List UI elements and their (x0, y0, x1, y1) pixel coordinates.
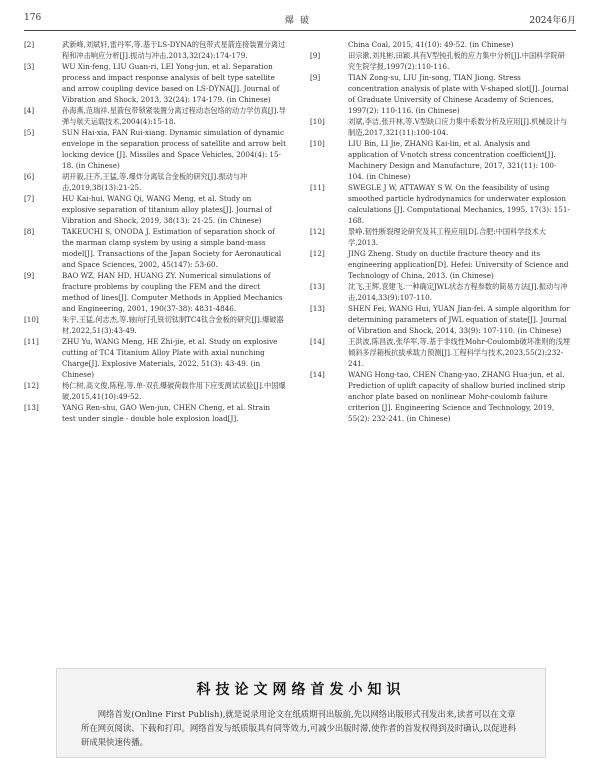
reference-number: [2] (24, 40, 35, 49)
reference-number: [9] (310, 73, 321, 82)
references-left-column (24, 39, 286, 424)
reference-text: ZHU Yu, WANG Meng, HE Zhi-jie, et al. Study on explosive cutting of TC4 Titanium Alloy Plate with axial nunching Charge[J]. Explosive Materials, 2022, 51(3): 43-49. (in Chinese) (62, 337, 278, 379)
reference-text: TIAN Zong-su, LIU Jin-song, TIAN Jiong. Stress concentration analysis of plate with V-shaped slot[J]. Journal of Graduate University of Chinese Academy of Sciences, 1997(2): 110-116. (in Chinese) (348, 73, 569, 115)
reference-item (24, 61, 286, 105)
reference-text: TAKEUCHI S, ONODA J. Estimation of separation shock of the marman clamp system by using a simple band-mass model[J]. Transactions of the Japan Society for Aeronautical and Space Sciences, 2002, 45(147): 53-60. (62, 227, 282, 269)
reference-number: [13] (24, 403, 39, 412)
reference-item (310, 369, 572, 424)
reference-number: [8] (24, 227, 35, 236)
reference-text: 王洪波,陈昌波,张华军,等.基于非线性Mohr-Coulomb破坏准则的浅埋倾斜多浮箱板抗拔承载力预测[J].工程科学与技术,2023,55(2):232-241. (348, 337, 570, 368)
reference-number: [9] (24, 271, 35, 280)
reference-item (24, 39, 286, 61)
page-number: 176 (24, 13, 42, 23)
reference-text: BAO WZ, HAN HD, HUANG ZY. Numerical simulations of fracture problems by coupling the FEM and the direct method of lines[J]. Computer Methods in Applied Mechanics and Engineering, 2001, 190(37-38): 4831-4846. (62, 271, 283, 313)
reference-item (24, 402, 286, 424)
notice-body: 网络首发(Online First Publish),就是说录用论文在纸质期刊出版前,先以网络出版形式刊发出来,读者可以在文章所在网页阅读、下载和打印。网络首发与纸质版具有同等效力,可减少出版时滞,使作者的首发权得到及时确认,以促进科研成果快速传播。 (81, 709, 517, 747)
reference-text: SHEN Fei, WANG Hui, YUAN Jian-fei. A simple algorithm for determining parameters of JWL equation of state[J]. Journal of Vibration and Shock, 2014, 33(9): 107-110. (in Chinese) (348, 304, 570, 335)
reference-number: [11] (24, 337, 39, 346)
reference-text: 朱宇,王猛,何志杰,等.轴向打孔铣切钛制TC4钛合金板的研究[J].爆破器材,2022,51(3):43-49. (62, 315, 284, 335)
reference-number: [9] (310, 51, 321, 60)
reference-item (310, 336, 572, 369)
reference-item (310, 248, 572, 281)
reference-item (24, 193, 286, 226)
reference-item (24, 380, 286, 402)
reference-item (310, 281, 572, 303)
reference-text: YANG Ren-shu, GAO Wen-jun, CHEN Cheng, et al. Strain test under single - double hole explosion load[J]. (62, 403, 271, 423)
reference-number: [5] (24, 128, 35, 137)
reference-item (24, 226, 286, 270)
reference-number: [14] (310, 337, 325, 346)
reference-item (310, 116, 572, 138)
reference-number: [10] (310, 139, 325, 148)
reference-text: 田宗漱,刘兆彬,田颖.具有V型钝孔板的应力集中分析[J].中国科学院研究生院学报,1997(2):110-116. (348, 51, 565, 71)
reference-number: [14] (310, 370, 325, 379)
reference-text: 景峥.韧性断裂理论研究及其工程应用[D].合肥:中国科学技术大学,2013. (348, 227, 547, 247)
reference-text: JING Zheng. Study on ductile fracture theory and its engineering application[D]. Hefei: University of Science and Technology of China, 2013. (in Chinese) (348, 249, 569, 280)
reference-number: [12] (310, 249, 325, 258)
issue-date: 2024年6月 (529, 16, 576, 26)
reference-number: [11] (310, 183, 325, 192)
page-header (24, 13, 576, 29)
reference-item (310, 72, 572, 116)
reference-item (24, 127, 286, 171)
reference-text: HU Kai-hui, WANG Qi, WANG Meng, et al. Study on explosive separation of titanium alloy plates[J]. Journal of Vibration and Shock, 2019, 38(13): 21-25. (in Chinese) (62, 194, 272, 225)
reference-text: 孙海燕,范瑞祥.星箭包带锁紧装置分离过程动态包络的动力学仿真[J].导弹与航天运载技术,2004(4):15-18. (62, 106, 286, 126)
reference-item (310, 303, 572, 336)
journal-title: 爆破 (284, 16, 315, 26)
reference-item (310, 138, 572, 182)
reference-text: 胡开毅,汪齐,王猛,等.爆炸分离钛合金板的研究[J].振动与冲击,2019,38(13):21-25. (62, 172, 248, 192)
reference-text: 刘斌,李洁,张开林,等.V型缺口应力集中系数分析及应用[J].机械设计与制造,2017,321(11):100-104. (348, 117, 568, 137)
reference-number: [4] (24, 106, 35, 115)
reference-text: SUN Hai-xia, FAN Rui-xiang. Dynamic simulation of dynamic envelope in the separation process of satellite and arrow belt locking device [J]. Missiles and Space Vehicles, 2004(4): 15-18. (in Chinese) (62, 128, 286, 170)
reference-number: [6] (24, 172, 35, 181)
reference-text: LIU Bin, LI Jie, ZHANG Kai-lin, et al. Analysis and application of V-notch stress concentration coefficient[J]. Machinery Design and Manufacture, 2017, 321(11): 100-104. (in Chinese) (348, 139, 557, 181)
reference-number: [13] (310, 304, 325, 313)
reference-text: 武新峰,刘斌轩,雷丹军,等.基于LS-DYNA的包带式星箭连接装置分离过程和冲击响应分析[J].振动与冲击,2013,32(24):174-179. (62, 40, 286, 60)
reference-number: [13] (310, 282, 325, 291)
reference-text: WU Xin-feng, LIU Guan-ri, LEI Yong-jun, et al. Separation process and impact response analysis of belt type satellite and arrow coupling device based on LS-DYNA[J]. Journal of Vibration and Shock, 2013, 32(24): 174-179. (in Chinese) (62, 62, 280, 104)
reference-text: China Coal, 2015, 41(10): 49-52. (in Chinese) (348, 40, 514, 49)
reference-item (310, 50, 572, 72)
reference-text: 沈飞,王辉,袁建飞.一种确定JWL状态方程参数的简易方法[J].振动与冲击,2014,33(9):107-110. (348, 282, 568, 302)
reference-number: [10] (24, 315, 39, 324)
reference-number: [12] (24, 381, 39, 390)
reference-number: [12] (310, 227, 325, 236)
reference-item (24, 171, 286, 193)
references-right-column (310, 39, 572, 424)
reference-text: WANG Hong-tao, CHEN Chang-yao, ZHANG Hua-jun, et al. Prediction of uplift capacity of shallow buried inclined strip anchor plate based on nonlinear Mohr-coulomb failure criterion [J]. Engineering Science and Technology, 2019, 55(2): 232-241. (in Chinese) (348, 370, 566, 423)
notice-box (56, 668, 546, 758)
reference-item (24, 105, 286, 127)
reference-item (24, 336, 286, 380)
reference-item (310, 226, 572, 248)
reference-item (310, 39, 572, 50)
reference-text: SWEGLE J W, ATTAWAY S W. On the feasibility of using smoothed particle hydrodynamics for underwater explosion calculations [J]. Computational Mechanics, 1995, 17(3): 151-168. (348, 183, 570, 225)
reference-item (310, 182, 572, 226)
reference-number: [10] (310, 117, 325, 126)
notice-title: 科技论文网络首发小知识 (196, 682, 406, 698)
header-rule (24, 30, 576, 31)
reference-number: [7] (24, 194, 35, 203)
reference-text: 杨仁树,高文俊,陈程,等.单-双孔爆破荷载作用下应变测试试验[J].中国爆破,2015,41(10):49-52. (62, 381, 286, 401)
reference-item (24, 270, 286, 314)
reference-item (24, 314, 286, 336)
reference-number: [3] (24, 62, 35, 71)
